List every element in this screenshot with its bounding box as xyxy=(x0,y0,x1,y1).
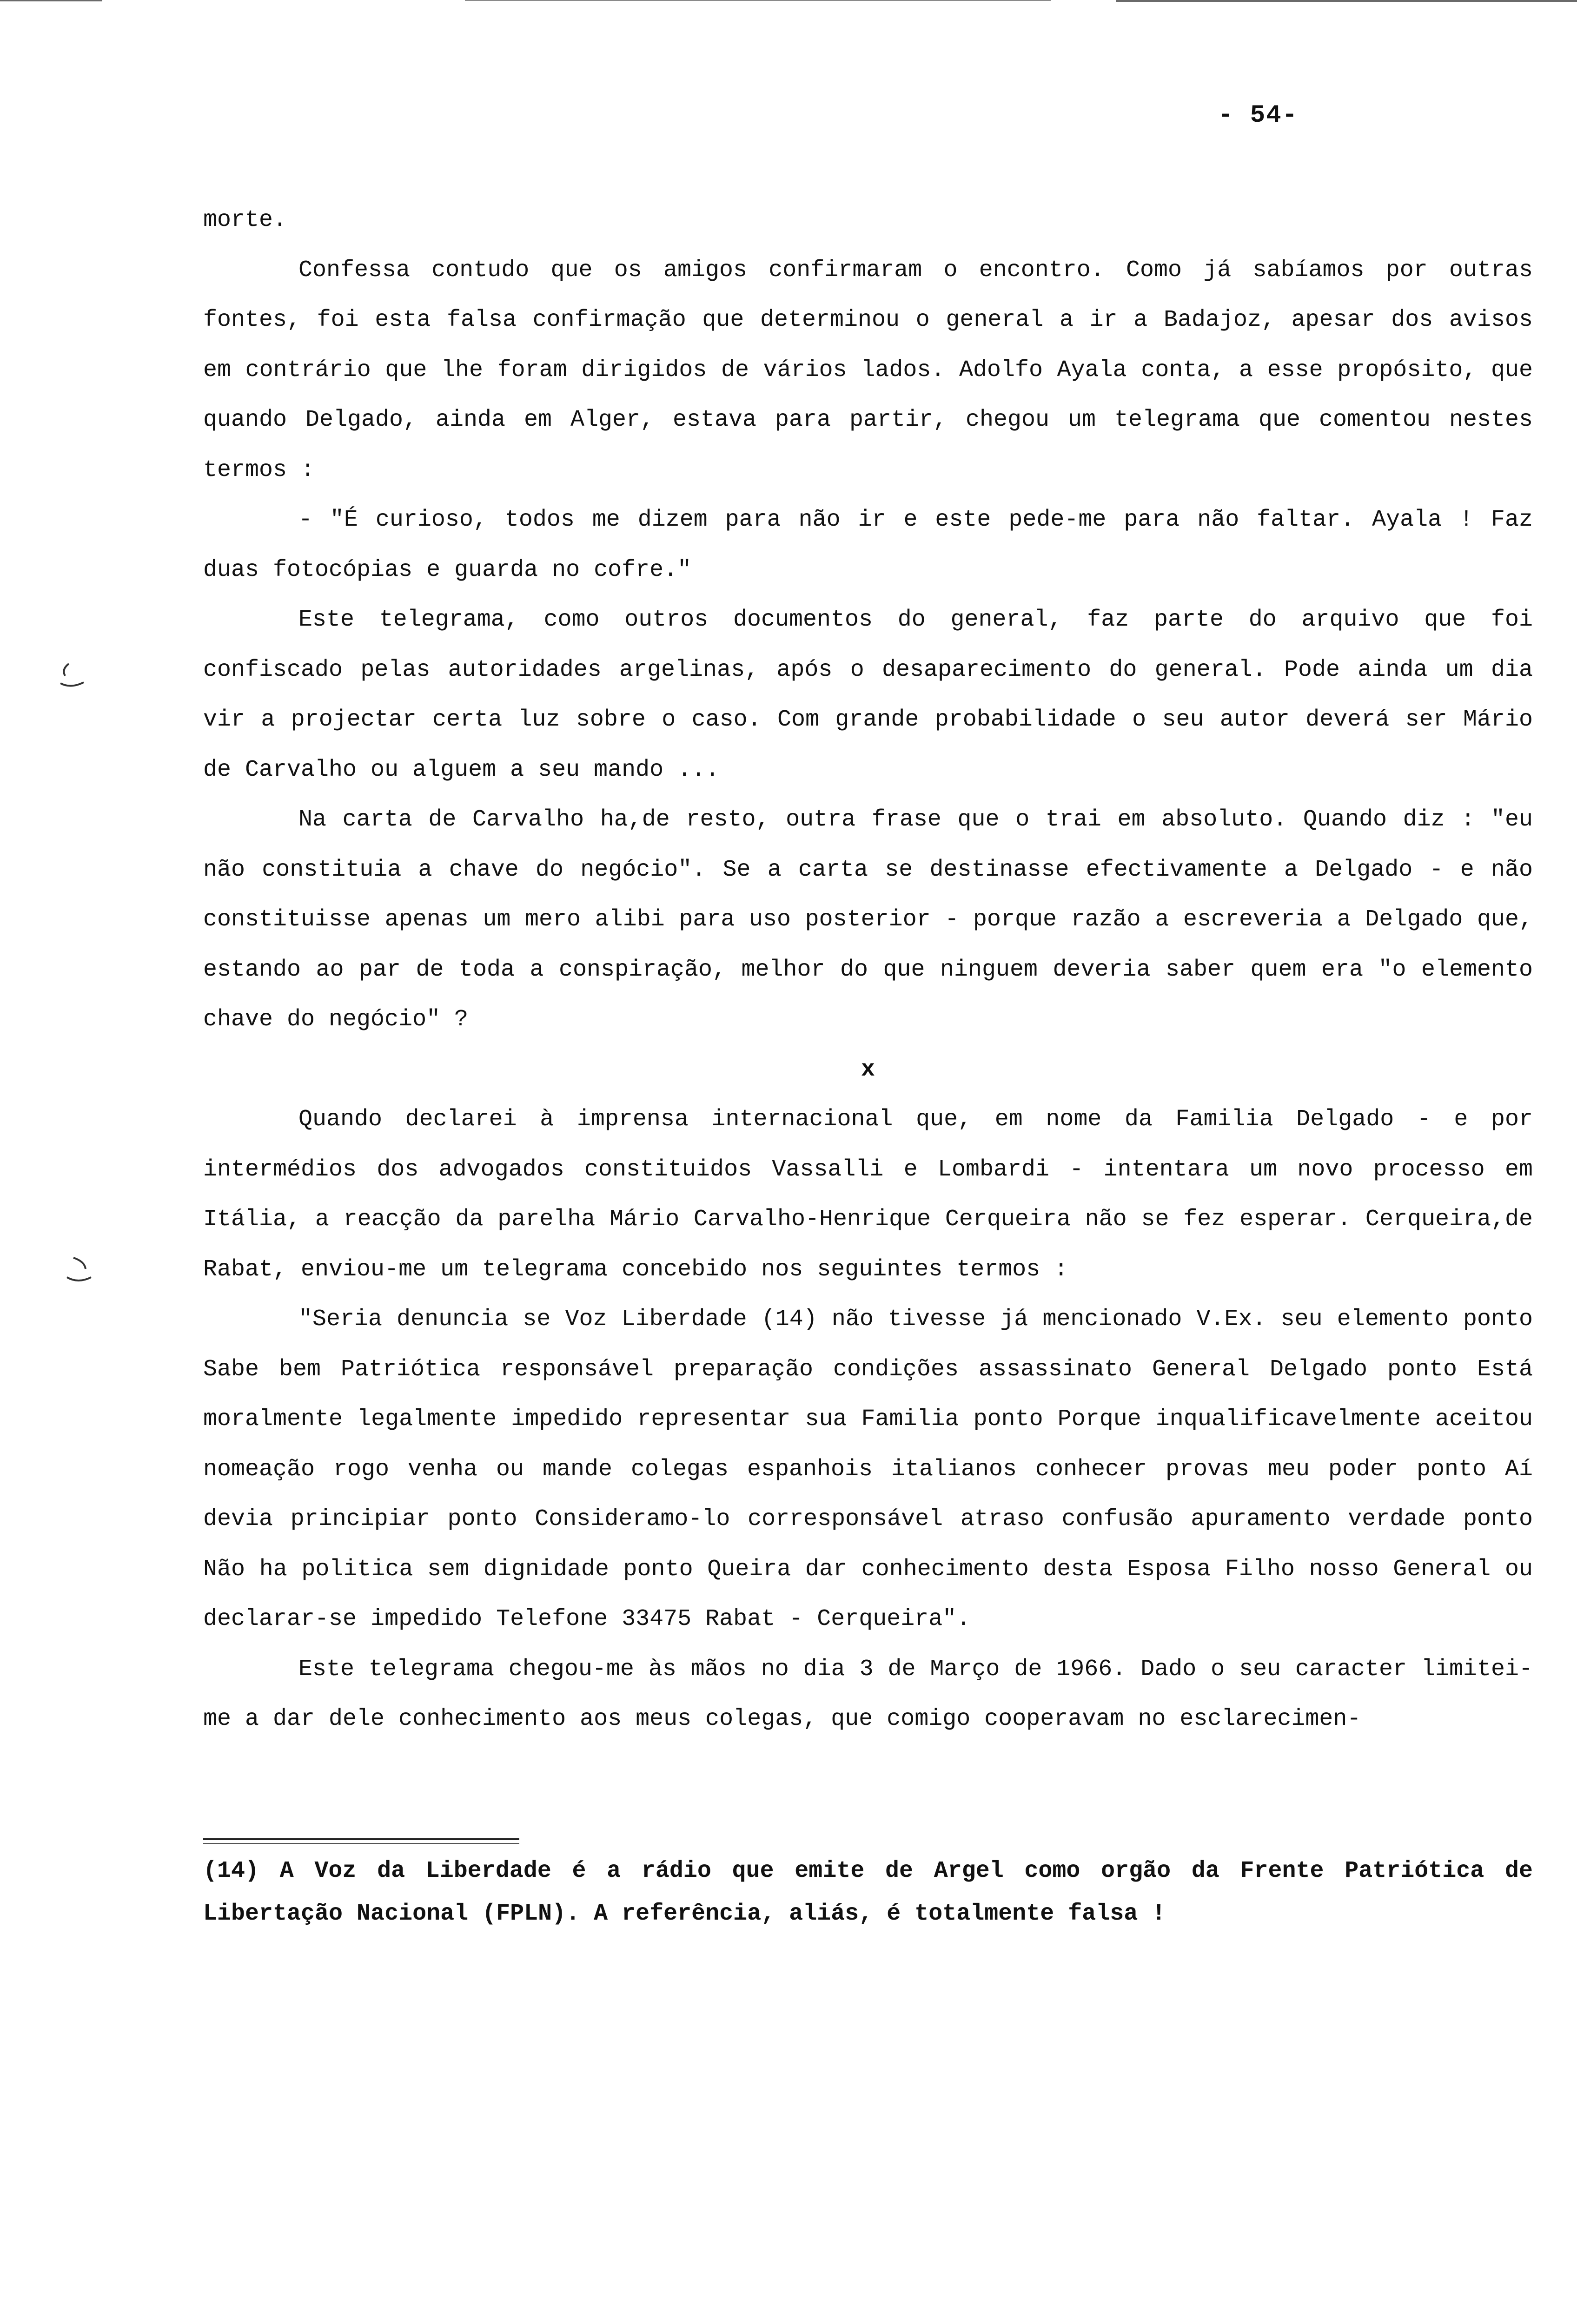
scan-edge-artifact xyxy=(0,0,102,1)
paragraph: - "É curioso, todos me dizem para não ir e este pede-me para não faltar. Ayala ! Faz duas fotocópias e guarda no cofre." xyxy=(203,507,1533,583)
telegram-quote: "Seria denuncia se Voz Liberdade (14) não tivesse já mencionado V.Ex. seu elemento ponto Sabe bem Patriótica responsável preparação condições assassinato General Delgado ponto Está moralmente legalmente impedido representar sua Familia ponto Porque inqualificavelmente aceitou nomeação rogo venha ou mande colegas espanhois italianos conhecer provas meu poder ponto Aí devia principiar ponto Consideramo-lo corresponsável atraso confusão apuramento verdade ponto Não ha politica sem dignidade ponto Queira dar conhecimento desta Esposa Filho nosso General ou declarar-se impedido Telefone 33475 Rabat - Cerqueira". xyxy=(203,1306,1533,1632)
scan-edge-artifact xyxy=(465,0,1051,1)
paragraph: Este telegrama, como outros documentos do general, faz parte do arquivo que foi confiscado pelas autoridades argelinas, após o desaparecimento do general. Pode ainda um dia vir a projectar certa luz sobre o caso. Com grande probabilidade o seu autor deverá ser Mário de Carvalho ou alguem a seu mando ... xyxy=(203,607,1533,783)
page-number: - 54- xyxy=(1218,101,1299,130)
paragraph: Na carta de Carvalho ha,de resto, outra frase que o trai em absoluto. Quando diz : "eu não constituia a chave do negócio". Se a carta se destinasse efectivamente a Delgado - e não constituisse apenas um mero alibi para uso posterior - porque razão a escreveria a Delgado que, estando ao par de toda a conspiração, melhor do que ninguem deveria saber quem era "o elemento chave do negócio" ? xyxy=(203,806,1533,1033)
body-text xyxy=(203,195,1533,1744)
paragraph: morte. xyxy=(203,207,287,233)
footnote-divider xyxy=(203,1843,519,1844)
paragraph: Quando declarei à imprensa internacional que, em nome da Familia Delgado - e por intermédios dos advogados constituidos Vassalli e Lombardi - intentara um novo processo em Itália, a reacção da parelha Mário Carvalho-Henrique Cerqueira não se fez esperar. Cerqueira,de Rabat, enviou-me um telegrama concebido nos seguintes termos : xyxy=(203,1106,1533,1283)
margin-bracket-mark xyxy=(64,1255,97,1287)
scan-edge-artifact xyxy=(1116,0,1577,2)
paragraph: Confessa contudo que os amigos confirmaram o encontro. Como já sabíamos por outras fontes, foi esta falsa confirmação que determinou o general a ir a Badajoz, apesar dos avisos em contrário que lhe foram dirigidos de vários lados. Adolfo Ayala conta, a esse propósito, que quando Delgado, ainda em Alger, estava para partir, chegou um telegrama que comentou nestes termos : xyxy=(203,257,1533,483)
paragraph: Este telegrama chegou-me às mãos no dia 3 de Março de 1966. Dado o seu caracter limitei-me a dar dele conhecimento aos meus colegas, que comigo cooperavam no esclarecimen- xyxy=(203,1656,1533,1732)
margin-bracket-mark xyxy=(55,660,87,693)
footnote-divider xyxy=(203,1838,519,1840)
footnote-text: (14) A Voz da Liberdade é a rádio que emite de Argel como orgão da Frente Patriótica de Libertação Nacional (FPLN). A referência, aliás, é totalmente falsa ! xyxy=(203,1858,1533,1927)
section-separator: x xyxy=(861,1056,875,1083)
footnote xyxy=(203,1850,1533,1935)
